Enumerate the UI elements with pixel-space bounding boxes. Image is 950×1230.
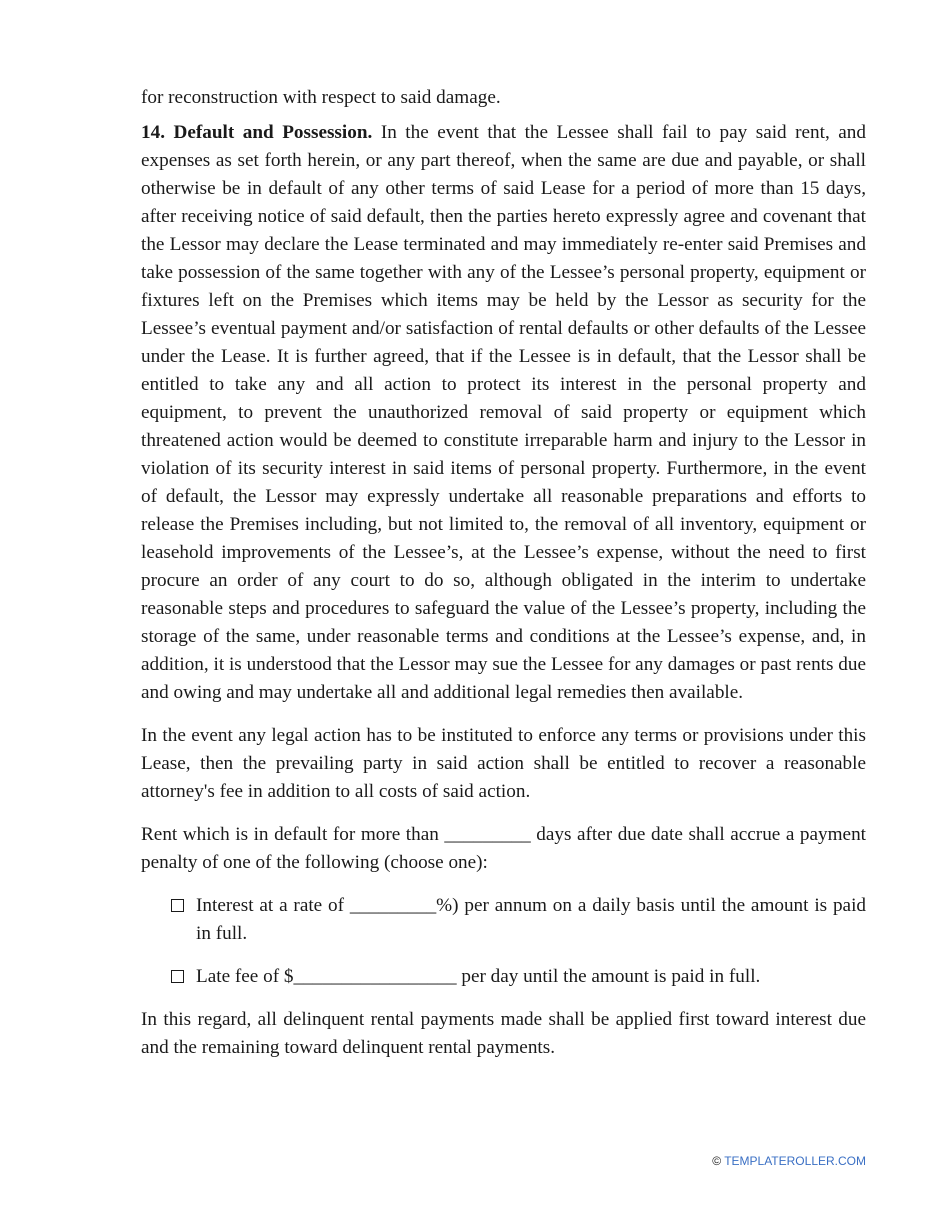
option-interest[interactable] <box>171 892 866 948</box>
option-late-fee[interactable] <box>171 963 866 991</box>
rent-default-paragraph: Rent which is in default for more than _________ days after due date shall accrue a payment penalty of one of the following (choose one): <box>141 824 866 873</box>
footer-copyright <box>712 1154 866 1168</box>
checkbox-interest[interactable] <box>171 899 184 912</box>
checkbox-late-fee[interactable] <box>171 970 184 983</box>
continuation-paragraph: for reconstruction with respect to said damage. <box>141 87 501 108</box>
document-page <box>141 84 866 1077</box>
option-interest-label: Interest at a rate of _________%) per annum on a daily basis until the amount is paid in full. <box>196 895 866 944</box>
option-late-fee-label: Late fee of $_________________ per day until the amount is paid in full. <box>196 966 761 987</box>
section-14-heading: 14. Default and Possession. <box>141 122 373 143</box>
copyright-symbol: © <box>712 1154 722 1168</box>
footer-site-link[interactable]: TEMPLATEROLLER.COM <box>724 1154 866 1168</box>
delinquent-paragraph: In this regard, all delinquent rental payments made shall be applied first toward interest due and the remaining toward delinquent rental payments. <box>141 1009 866 1058</box>
section-14-paragraph <box>141 119 866 707</box>
section-14-body: In the event that the Lessee shall fail to pay said rent, and expenses as set forth herein, or any part thereof, when the same are due and payable, or shall otherwise be in default of any other terms of said Lease for a period of more than 15 days, after receiving notice of said default, then the parties hereto expressly agree and covenant that the Lessor may declare the Lease terminated and may immediately re-enter said Premises and take possession of the same together with any of the Lessee’s personal property, equipment or fixtures left on the Premises which items may be held by the Lessor as security for the Lessee’s eventual payment and/or satisfaction of rental defaults or other defaults of the Lessee under the Lease. It is further agreed, that if the Lessee is in default, that the Lessor shall be entitled to take any and all action to protect its interest in the personal property and equipment, to prevent the unauthorized removal of said property or equipment which threatened action would be deemed to constitute irreparable harm and injury to the Lessor in violation of its security interest in said items of personal property. Furthermore, in the event of default, the Lessor may expressly undertake all reasonable preparations and efforts to release the Premises including, but not limited to, the removal of all inventory, equipment or leasehold improvements of the Lessee’s, at the Lessee’s expense, without the need to first procure an order of any court to do so, although obligated in the interim to undertake reasonable steps and procedures to safeguard the value of the Lessee’s property, including the storage of the same, under reasonable terms and conditions at the Lessee’s expense, and, in addition, it is understood that the Lessor may sue the Lessee for any damages or past rents due and owing and may undertake all and additional legal remedies then available. <box>141 122 866 703</box>
legal-action-paragraph: In the event any legal action has to be instituted to enforce any terms or provisions under this Lease, then the prevailing party in said action shall be entitled to recover a reasonable attorney's fee in addition to all costs of said action. <box>141 725 866 802</box>
